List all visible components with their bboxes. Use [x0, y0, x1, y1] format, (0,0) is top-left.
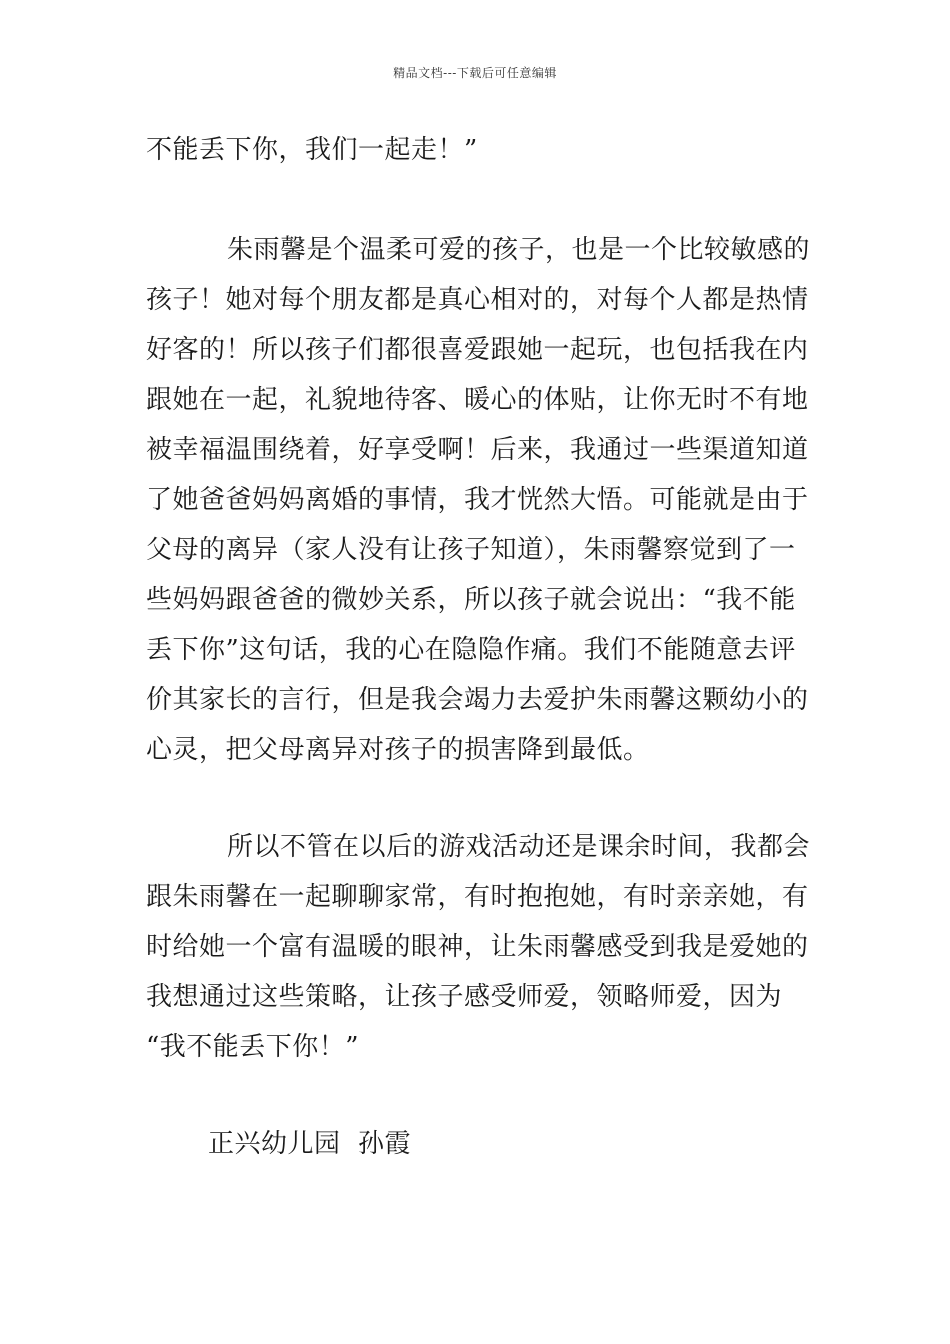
paragraph-2-line: 孩子！她对每个朋友都是真心相对的，对每个人都是热情 — [146, 285, 809, 315]
paragraph-3-line: 所以不管在以后的游戏活动还是课余时间，我都会 — [227, 832, 811, 862]
paragraph-2-line: 被幸福温围绕着，好享受啊！后来，我通过一些渠道知道 — [146, 435, 809, 465]
paragraph-2-line: 父母的离异（家人没有让孩子知道），朱雨馨察觉到了一 — [146, 535, 796, 565]
paragraph-2-line: 了她爸爸妈妈离婚的事情，我才恍然大悟。可能就是由于 — [146, 485, 809, 515]
paragraph-2-line: 跟她在一起，礼貌地待客、暖心的体贴，让你无时不有地 — [146, 385, 809, 415]
paragraph-2-line: 心灵，把父母离异对孩子的损害降到最低。 — [146, 735, 650, 765]
paragraph-2-line: 好客的！所以孩子们都很喜爱跟她一起玩，也包括我在内 — [146, 335, 809, 365]
paragraph-3-line: 我想通过这些策略，让孩子感受师爱，领略师爱，因为 — [146, 982, 783, 1012]
paragraph-1-line: 不能丢下你，我们一起走！” — [146, 135, 478, 165]
signature: 正兴幼儿园 孙霞 — [208, 1129, 412, 1159]
paragraph-2-line: 价其家长的言行，但是我会竭力去爱护朱雨馨这颗幼小的 — [146, 685, 809, 715]
paragraph-2-line: 丢下你”这句话，我的心在隐隐作痛。我们不能随意去评 — [146, 635, 796, 665]
page-header: 精品文档---下载后可任意编辑 — [393, 66, 557, 80]
paragraph-3-line: “我不能丢下你！” — [146, 1032, 360, 1062]
paragraph-3-line: 时给她一个富有温暖的眼神，让朱雨馨感受到我是爱她的 — [146, 932, 809, 962]
paragraph-2-line: 些妈妈跟爸爸的微妙关系，所以孩子就会说出：“我不能 — [146, 585, 796, 615]
paragraph-2-line: 朱雨馨是个温柔可爱的孩子，也是一个比较敏感的 — [227, 235, 811, 265]
paragraph-3-line: 跟朱雨馨在一起聊聊家常，有时抱抱她，有时亲亲她，有 — [146, 882, 809, 912]
